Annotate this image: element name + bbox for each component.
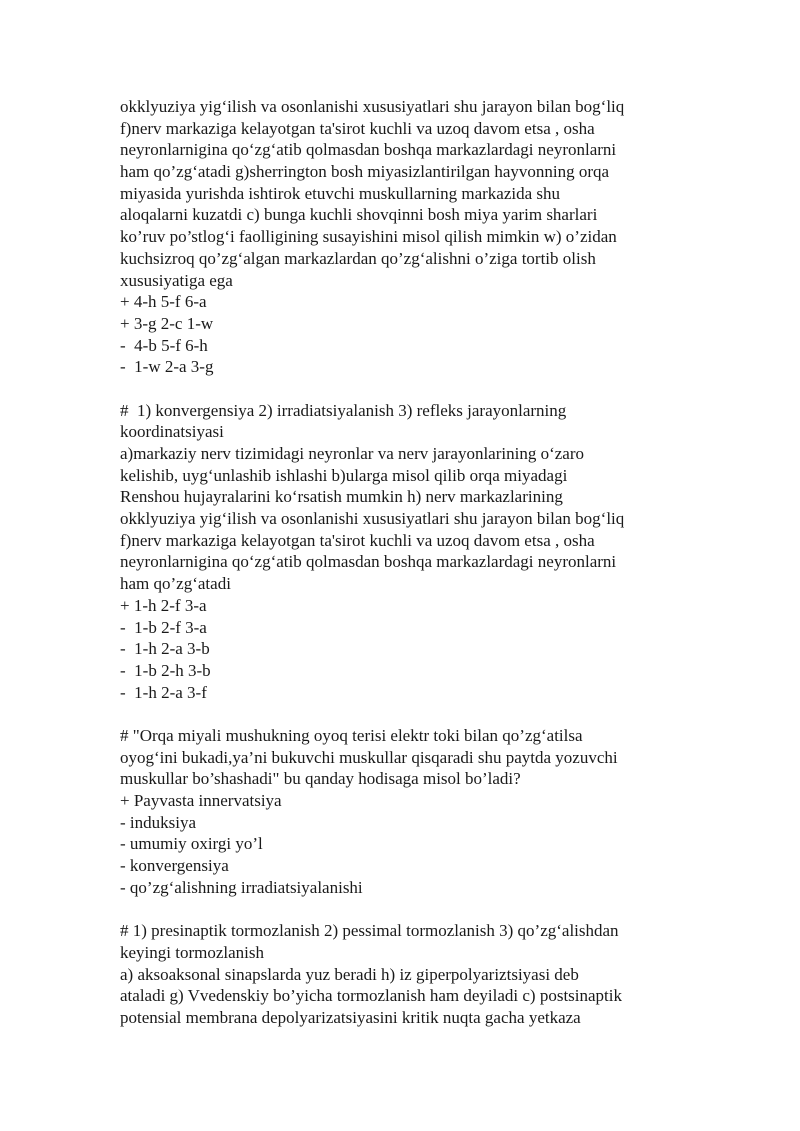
text-line: okklyuziya yig‘ilish va osonlanishi xususiyatlari shu jarayon bilan bog‘liq	[120, 97, 625, 116]
text-line: + 1-h 2-f 3-a	[120, 595, 207, 615]
text-line: koordinatsiyasi	[120, 422, 224, 442]
text-line: # "Orqa miyali mushukning oyoq terisi elektr toki bilan qo’zg‘atilsa	[120, 725, 583, 745]
text-line: muskullar bo’shashadi" bu qanday hodisaga misol bo’ladi?	[120, 769, 521, 789]
text-line: kuchsizroq qo’zg‘algan markazlardan qo’zg‘alishni o’ziga tortib olish	[120, 248, 596, 268]
text-line: ko’ruv po’stlog‘i faolligining susayishini misol qilish mimkin w) o’zidan	[120, 227, 617, 247]
text-line: + Payvasta innervatsiya	[120, 791, 282, 810]
text-line: potensial membrana depolyarizatsiyasini kritik nuqta gacha yetkaza	[120, 1007, 581, 1027]
text-line: miyasida yurishda ishtirok etuvchi muskullarning markazida shu	[120, 183, 561, 203]
document-text	[120, 96, 720, 1029]
text-line: a) aksoaksonal sinapslarda yuz beradi h) iz giperpolyariztsiyasi deb	[120, 964, 579, 984]
text-line: - 1-b 2-h 3-b	[120, 660, 211, 680]
text-line: f)nerv markaziga kelayotgan ta'sirot kuchli va uzoq davom etsa , osha	[120, 530, 595, 550]
text-line: okklyuziya yig‘ilish va osonlanishi xususiyatlari shu jarayon bilan bog‘liq	[120, 509, 625, 529]
text-line: kelishib, uyg‘unlashib ishlashi b)ularga misol qilib orqa miyadagi	[120, 465, 568, 485]
text-line: # 1) konvergensiya 2) irradiatsiyalanish 3) refleks jarayonlarning	[120, 400, 567, 420]
text-line: - 1-h 2-a 3-f	[120, 682, 207, 702]
text-line: - induksiya	[120, 812, 197, 832]
text-line: ataladi g) Vvedenskiy bo’yicha tormozlanish ham deyiladi c) postsinaptik	[120, 986, 623, 1006]
text-line: ham qo’zg‘atadi	[120, 574, 231, 594]
text-line: + 3-g 2-c 1-w	[120, 313, 214, 333]
blank-line	[120, 378, 720, 400]
text-line: # 1) presinaptik tormozlanish 2) pessimal tormozlanish 3) qo’zg‘alishdan	[120, 921, 619, 941]
text-line: keyingi tormozlanish	[120, 942, 265, 962]
text-line: Renshou hujayralarini ko‘rsatish mumkin h) nerv markazlarining	[120, 487, 563, 507]
blank-line	[120, 898, 720, 920]
text-line: oyog‘ini bukadi,ya’ni bukuvchi muskullar qisqaradi shu paytda yozuvchi	[120, 747, 618, 767]
text-line: neyronlarnigina qo‘zg‘atib qolmasdan boshqa markazlardagi neyronlarni	[120, 140, 617, 160]
blank-line	[120, 703, 720, 725]
text-line: - 1-h 2-a 3-b	[120, 639, 210, 659]
text-line: ham qo’zg‘atadi g)sherrington bosh miyasizlantirilgan hayvonning orqa	[120, 162, 610, 182]
text-line: - konvergensiya	[120, 856, 229, 876]
text-line: - qo’zg‘alishning irradiatsiyalanishi	[120, 877, 363, 897]
text-line: a)markaziy nerv tizimidagi neyronlar va nerv jarayonlarining o‘zaro	[120, 444, 584, 463]
text-line: - umumiy oxirgi yo’l	[120, 834, 263, 854]
text-line: neyronlarnigina qo‘zg‘atib qolmasdan boshqa markazlardagi neyronlarni	[120, 552, 617, 572]
text-line: - 1-b 2-f 3-a	[120, 617, 207, 637]
text-line: f)nerv markaziga kelayotgan ta'sirot kuchli va uzoq davom etsa , osha	[120, 118, 595, 138]
text-line: - 1-w 2-a 3-g	[120, 357, 214, 377]
text-line: aloqalarni kuzatdi c) bunga kuchli shovqinni bosh miya yarim sharlari	[120, 205, 598, 225]
text-line: - 4-b 5-f 6-h	[120, 335, 208, 355]
text-line: + 4-h 5-f 6-a	[120, 292, 207, 312]
text-line: xususiyatiga ega	[120, 270, 233, 290]
